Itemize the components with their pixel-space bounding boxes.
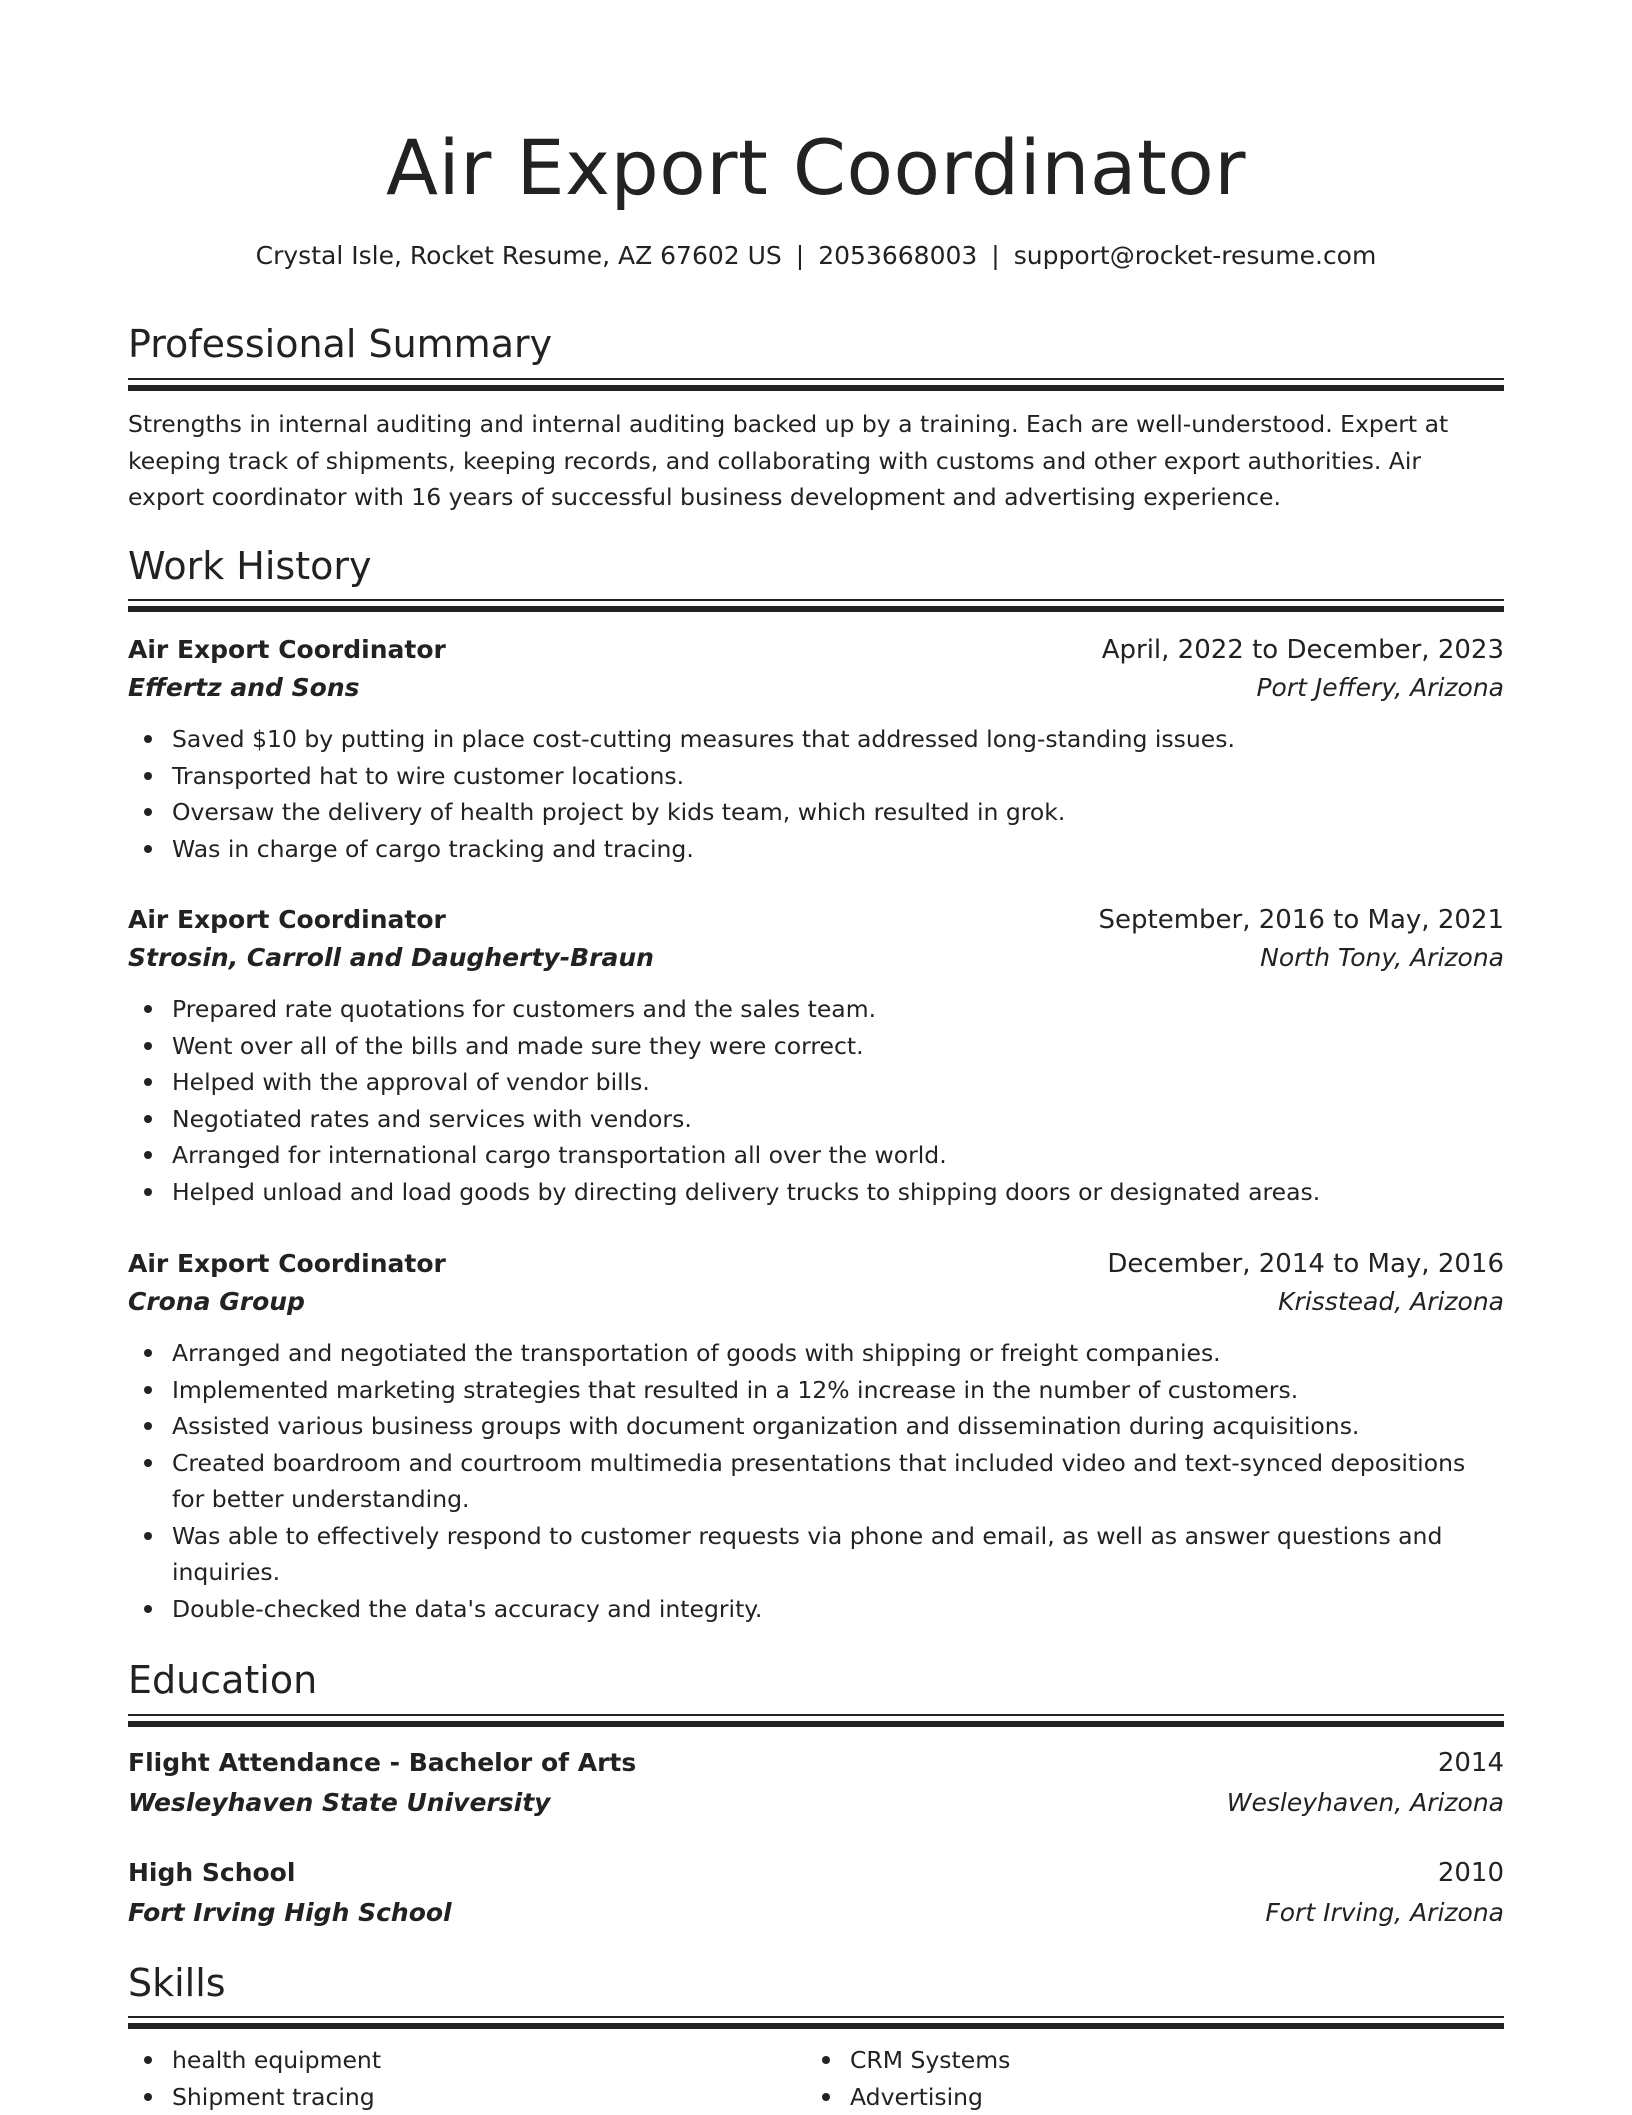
contact-separator: |: [977, 241, 1013, 270]
education-school-row: [128, 1784, 1504, 1822]
job-bullet: Helped unload and load goods by directing delivery trucks to shipping doors or designated areas.: [172, 1174, 1504, 1211]
job-location: North Tony, Arizona: [1260, 939, 1504, 977]
skills-column-right: [806, 2042, 1446, 2115]
job-title: Air Export Coordinator: [128, 631, 446, 669]
resume-name-heading: Air Export Coordinator: [128, 118, 1504, 218]
contact-phone: 2053668003: [818, 241, 977, 270]
job-title: Air Export Coordinator: [128, 1245, 446, 1283]
job-header-row: [128, 1245, 1504, 1283]
job-dates: September, 2016 to May, 2021: [1099, 901, 1505, 939]
contact-separator: |: [782, 241, 818, 270]
education-header-row: [128, 1854, 1504, 1892]
job-header-row: [128, 631, 1504, 669]
job-bullet: Prepared rate quotations for customers and the sales team.: [172, 991, 1504, 1028]
contact-email: support@rocket-resume.com: [1014, 241, 1377, 270]
section-divider: [128, 2016, 1504, 2030]
job-entry: [128, 631, 1504, 867]
job-company-row: [128, 1283, 1504, 1321]
job-location: Krisstead, Arizona: [1278, 1283, 1504, 1321]
job-bullet: Was able to effectively respond to customer requests via phone and email, as well as answer questions and inquiries.: [172, 1518, 1504, 1591]
job-header-row: [128, 901, 1504, 939]
job-company-row: [128, 669, 1504, 707]
job-company: Crona Group: [128, 1283, 305, 1321]
education-degree: High School: [128, 1854, 295, 1892]
section-title-summary: Professional Summary: [128, 319, 552, 369]
job-bullets: [128, 1335, 1504, 1627]
job-company-row: [128, 939, 1504, 977]
education-header-row: [128, 1744, 1504, 1782]
education-degree: Flight Attendance - Bachelor of Arts: [128, 1744, 636, 1782]
skill-item: health equipment: [172, 2042, 768, 2079]
job-dates: December, 2014 to May, 2016: [1107, 1245, 1504, 1283]
section-divider: [128, 1714, 1504, 1728]
job-bullet: Saved $10 by putting in place cost-cutting measures that addressed long-standing issues.: [172, 721, 1504, 758]
section-title-skills: Skills: [128, 1958, 226, 2008]
job-bullet: Created boardroom and courtroom multimedia presentations that included video and text-synced depositions for better understanding.: [172, 1445, 1504, 1518]
resume-page: [128, 0, 1504, 2112]
job-company: Effertz and Sons: [128, 669, 360, 707]
job-bullet: Arranged and negotiated the transportation of goods with shipping or freight companies.: [172, 1335, 1504, 1372]
section-divider: [128, 599, 1504, 613]
education-location: Fort Irving, Arizona: [1265, 1894, 1504, 1932]
section-title-education: Education: [128, 1655, 317, 1705]
education-year: 2010: [1438, 1854, 1504, 1892]
skill-item: Shipment tracing: [172, 2079, 768, 2115]
skill-item: CRM Systems: [850, 2042, 1446, 2079]
job-bullet: Transported hat to wire customer locations.: [172, 758, 1504, 795]
section-divider: [128, 378, 1504, 392]
education-school: Wesleyhaven State University: [128, 1784, 550, 1822]
job-bullet: Arranged for international cargo transportation all over the world.: [172, 1137, 1504, 1174]
skill-item: Advertising: [850, 2079, 1446, 2115]
contact-address: Crystal Isle, Rocket Resume, AZ 67602 US: [256, 241, 782, 270]
education-school: Fort Irving High School: [128, 1894, 452, 1932]
job-bullet: Was in charge of cargo tracking and tracing.: [172, 831, 1504, 868]
job-bullet: Helped with the approval of vendor bills.: [172, 1064, 1504, 1101]
job-entry: [128, 901, 1504, 1210]
skills-column-left: [128, 2042, 768, 2115]
job-bullet: Double-checked the data's accuracy and integrity.: [172, 1591, 1504, 1628]
job-bullet: Oversaw the delivery of health project by kids team, which resulted in grok.: [172, 794, 1504, 831]
education-year: 2014: [1438, 1744, 1504, 1782]
education-entry: [128, 1854, 1504, 1932]
job-bullet: Negotiated rates and services with vendors.: [172, 1101, 1504, 1138]
section-title-work-history: Work History: [128, 541, 372, 591]
education-school-row: [128, 1894, 1504, 1932]
contact-line: [128, 238, 1504, 274]
job-bullet: Implemented marketing strategies that resulted in a 12% increase in the number of customers.: [172, 1372, 1504, 1409]
job-location: Port Jeffery, Arizona: [1256, 669, 1504, 707]
job-bullets: [128, 991, 1504, 1210]
summary-text: Strengths in internal auditing and internal auditing backed up by a training. Each are well-understood. Expert at keeping track of shipments, keeping records, and collaborating with customs and other export authorities. Air export coordinator with 16 years of successful business development and advertising experience.: [128, 406, 1504, 516]
job-dates: April, 2022 to December, 2023: [1102, 631, 1504, 669]
job-entry: [128, 1245, 1504, 1627]
education-location: Wesleyhaven, Arizona: [1227, 1784, 1504, 1822]
job-bullet: Assisted various business groups with document organization and dissemination during acquisitions.: [172, 1408, 1504, 1445]
job-title: Air Export Coordinator: [128, 901, 446, 939]
education-entry: [128, 1744, 1504, 1822]
job-bullet: Went over all of the bills and made sure they were correct.: [172, 1028, 1504, 1065]
job-bullets: [128, 721, 1504, 867]
job-company: Strosin, Carroll and Daugherty-Braun: [128, 939, 654, 977]
